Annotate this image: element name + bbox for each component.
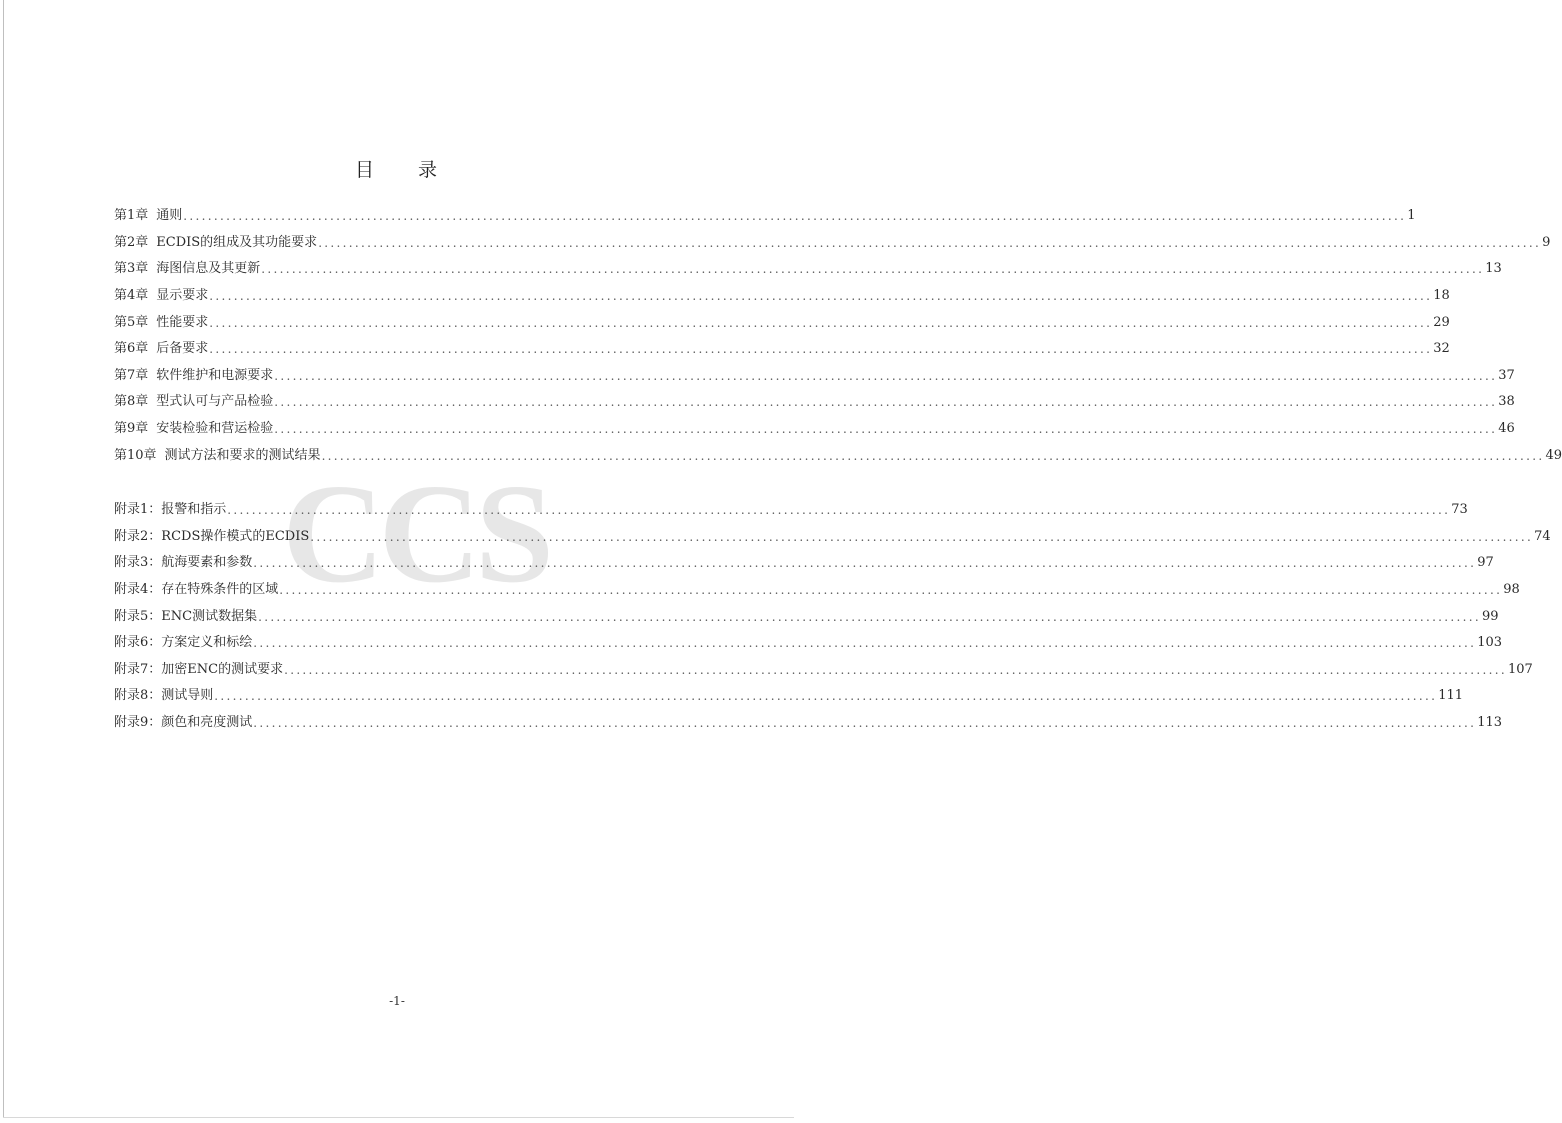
toc-label: 附录2： [114,528,162,544]
toc-page-number: 49 [1545,447,1562,463]
toc-label: 第7章 [114,367,149,383]
page-number-footer: -1- [389,994,405,1008]
toc-appendix-2[interactable] [114,524,1551,551]
toc-title: 通则 [156,208,183,224]
toc-appendix-3[interactable] [114,550,1494,577]
toc-leader-dots: ........................................................................................................................................................................................................ [209,289,1433,304]
toc-title: 软件维护和电源要求 [156,367,274,383]
toc-page-number: 37 [1498,367,1515,383]
toc-leader-dots: ........................................................................................................................................................................................................ [274,395,1498,410]
toc-title: 加密ENC的测试要求 [161,661,284,677]
toc-label: 附录1： [114,502,162,518]
toc-page-number: 107 [1507,661,1533,677]
toc-chapter-8[interactable] [114,389,1515,416]
toc-title: 颜色和亮度测试 [161,715,253,731]
toc-appendix-5[interactable] [114,603,1499,630]
toc-title: ENC测试数据集 [161,608,258,624]
toc-label: 附录7： [114,661,162,677]
toc-label: 第4章 [114,288,149,304]
toc-page-number: 73 [1451,502,1468,518]
toc-label: 附录8： [114,688,162,704]
toc-leader-dots: ........................................................................................................................................................................................................ [261,262,1485,277]
title-char-1: 目 [354,159,376,181]
toc-title: ECDIS的组成及其功能要求 [156,234,318,250]
toc-label: 第9章 [114,421,149,437]
toc-leader-dots: ........................................................................................................................................................................................................ [279,583,1503,598]
toc-label: 第6章 [114,341,149,357]
ccs-watermark: CCS [282,454,549,612]
toc-page-number: 1 [1407,208,1416,224]
toc-leader-dots: ........................................................................................................................................................................................................ [183,209,1407,224]
toc-page-number: 111 [1438,688,1464,704]
toc-page-number: 18 [1433,288,1450,304]
toc-chapter-4[interactable] [114,283,1450,310]
toc-title: 报警和指示 [161,502,227,518]
toc-page-number: 99 [1481,608,1499,624]
toc-label: 附录4： [114,582,162,598]
toc-leader-dots: ........................................................................................................................................................................................................ [253,556,1477,571]
toc-chapter-2[interactable] [114,230,1551,257]
toc-leader-dots: ........................................................................................................................................................................................................ [274,368,1498,383]
toc-label: 第5章 [114,314,149,330]
toc-label: 附录6： [114,635,162,651]
toc-chapter-9[interactable] [114,416,1515,443]
toc-page-number: 98 [1503,582,1520,598]
toc-leader-dots: ........................................................................................................................................................................................................ [253,636,1477,651]
toc-chapter-10[interactable] [114,442,1562,469]
toc-appendix-1[interactable] [114,497,1468,524]
toc-title: 测试方法和要求的测试结果 [164,447,321,463]
toc-leader-dots: ........................................................................................................................................................................................................ [258,609,1481,624]
toc-label: 第1章 [114,208,149,224]
toc-leader-dots: ........................................................................................................................................................................................................ [227,503,1451,518]
toc-chapter-1[interactable] [114,203,1416,230]
toc-leader-dots: ........................................................................................................................................................................................................ [274,422,1498,437]
toc-title: 存在特殊条件的区域 [161,582,279,598]
toc-leader-dots: ........................................................................................................................................................................................................ [214,689,1438,704]
toc-label: 附录9： [114,715,162,731]
toc-page-number: 13 [1485,261,1502,277]
toc-leader-dots: ........................................................................................................................................................................................................ [310,529,1534,544]
toc-chapter-3[interactable] [114,256,1502,283]
toc-page-number: 74 [1534,528,1551,544]
toc-chapter-7[interactable] [114,363,1515,390]
toc-title: 型式认可与产品检验 [156,394,274,410]
toc-page-number: 9 [1542,234,1551,250]
toc-page-number: 97 [1477,555,1494,571]
toc-appendix-8[interactable] [114,683,1464,710]
toc-appendix-4[interactable] [114,577,1520,604]
toc-appendix-6[interactable] [114,630,1503,657]
toc-label: 附录3： [114,555,162,571]
toc-page-number: 113 [1477,715,1503,731]
toc-page-number: 38 [1498,394,1515,410]
toc-label: 第3章 [114,261,149,277]
toc-chapter-5[interactable] [114,309,1450,336]
toc-title: 航海要素和参数 [161,555,253,571]
toc-leader-dots: ........................................................................................................................................................................................................ [321,448,1545,463]
toc-page-number: 32 [1433,341,1450,357]
toc-chapters [114,203,1562,469]
toc-appendix-9[interactable] [114,710,1503,737]
toc-label: 附录5： [114,608,162,624]
toc-label: 第2章 [114,234,149,250]
toc-chapter-6[interactable] [114,336,1450,363]
toc-title: 显示要求 [156,288,209,304]
toc-leader-dots: ........................................................................................................................................................................................................ [209,315,1433,330]
toc-page-number: 46 [1498,421,1515,437]
title-char-2: 录 [418,159,440,181]
toc-label: 第10章 [114,447,157,463]
toc-title: 测试导则 [161,688,214,704]
toc-title: 安装检验和营运检验 [156,421,274,437]
toc-page-number: 29 [1433,314,1450,330]
toc-title: 后备要求 [156,341,209,357]
toc-appendix-7[interactable] [114,657,1533,684]
toc-title: 海图信息及其更新 [156,261,261,277]
toc-page-number: 103 [1477,635,1503,651]
page-bottom-edge [3,1117,794,1118]
page-title [0,156,794,184]
toc-leader-dots: ........................................................................................................................................................................................................ [209,342,1433,357]
toc-leader-dots: ........................................................................................................................................................................................................ [318,235,1542,250]
toc-title: 性能要求 [156,314,209,330]
toc-title: 方案定义和标绘 [161,635,253,651]
toc-label: 第8章 [114,394,149,410]
toc-appendices [114,497,1551,736]
toc-leader-dots: ........................................................................................................................................................................................................ [284,662,1507,677]
toc-leader-dots: ........................................................................................................................................................................................................ [253,716,1477,731]
toc-title: RCDS操作模式的ECDIS [161,528,310,544]
